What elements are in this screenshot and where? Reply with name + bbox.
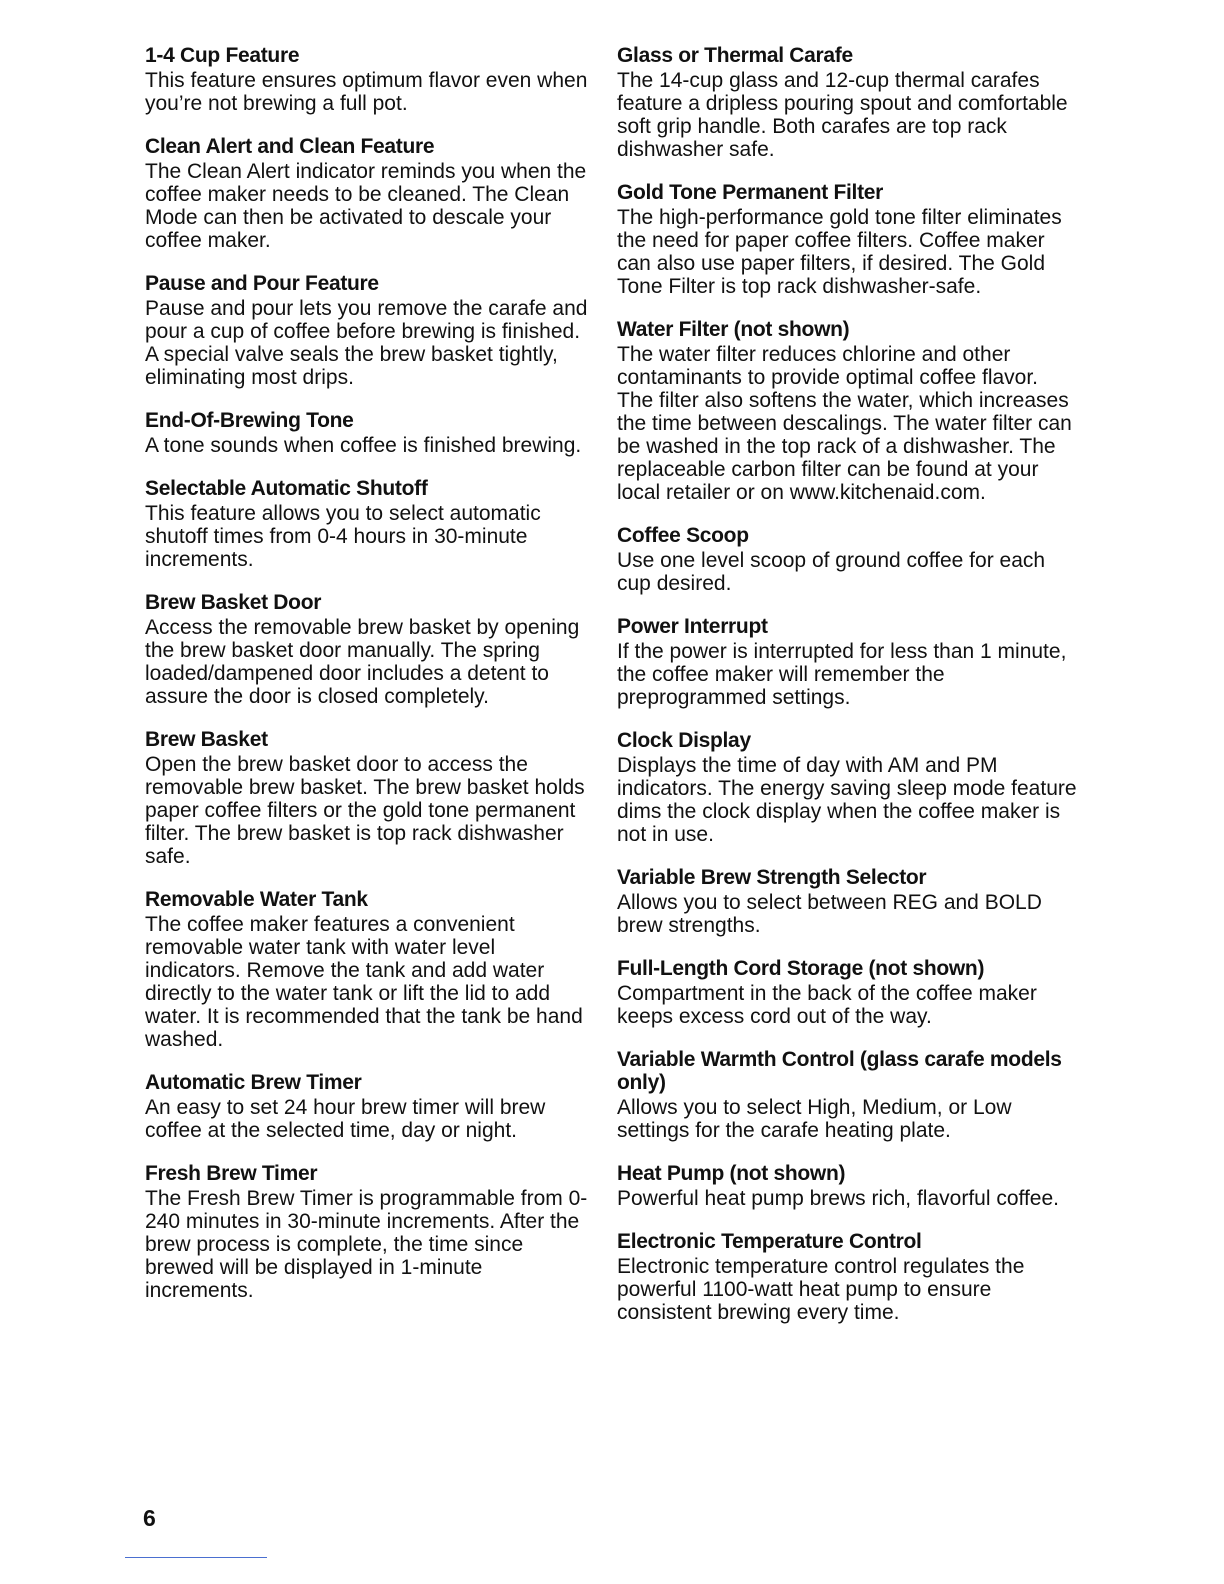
feature-title: Gold Tone Permanent Filter bbox=[617, 181, 884, 204]
feature-title: Water Filter (not shown) bbox=[617, 318, 850, 341]
feature-body: This feature ensures optimum flavor even when you’re not brewing a full pot. bbox=[145, 69, 588, 115]
feature-body: Open the brew basket door to access the removable brew basket. The brew basket holds paper coffee filters or the gold tone permanent filter. The brew basket is top rack dishwasher safe. bbox=[145, 753, 585, 868]
feature-fresh-brew-timer bbox=[145, 1162, 595, 1302]
feature-gold-tone-filter bbox=[617, 181, 1077, 298]
feature-title: Coffee Scoop bbox=[617, 524, 749, 547]
feature-1-4-cup bbox=[145, 44, 595, 115]
feature-title: Brew Basket Door bbox=[145, 591, 322, 614]
feature-pause-and-pour bbox=[145, 272, 595, 389]
left-column bbox=[145, 44, 595, 1322]
feature-body: This feature allows you to select automatic shutoff times from 0-4 hours in 30-minute increments. bbox=[145, 502, 541, 571]
page-number: 6 bbox=[143, 1505, 156, 1531]
feature-body: The Clean Alert indicator reminds you when the coffee maker needs to be cleaned. The Clean Mode can then be activated to descale your coffee maker. bbox=[145, 160, 587, 252]
feature-title: End-Of-Brewing Tone bbox=[145, 409, 354, 432]
feature-heat-pump bbox=[617, 1162, 1077, 1210]
feature-title: Variable Warmth Control (glass carafe models only) bbox=[617, 1048, 1062, 1094]
feature-clean-alert bbox=[145, 135, 595, 252]
feature-body: Compartment in the back of the coffee maker keeps excess cord out of the way. bbox=[617, 982, 1037, 1028]
feature-title: Clock Display bbox=[617, 729, 751, 752]
feature-title: Selectable Automatic Shutoff bbox=[145, 477, 428, 500]
feature-body: The 14-cup glass and 12-cup thermal carafes feature a dripless pouring spout and comfortable soft grip handle. Both carafes are top rack dishwasher safe. bbox=[617, 69, 1068, 161]
feature-body: The high-performance gold tone filter eliminates the need for paper coffee filters. Coffee maker can also use paper filters, if desired. The Gold Tone Filter is top rack dishwasher-safe. bbox=[617, 206, 1062, 298]
feature-brew-strength-selector bbox=[617, 866, 1077, 937]
feature-title: 1-4 Cup Feature bbox=[145, 44, 300, 67]
feature-clock-display bbox=[617, 729, 1077, 846]
feature-body: Powerful heat pump brews rich, flavorful coffee. bbox=[617, 1187, 1059, 1210]
feature-body: Allows you to select High, Medium, or Low settings for the carafe heating plate. bbox=[617, 1096, 1012, 1142]
feature-temperature-control bbox=[617, 1230, 1077, 1324]
feature-power-interrupt bbox=[617, 615, 1077, 709]
feature-title: Full-Length Cord Storage (not shown) bbox=[617, 957, 985, 980]
feature-coffee-scoop bbox=[617, 524, 1077, 595]
footer-rule bbox=[125, 1557, 267, 1558]
feature-title: Power Interrupt bbox=[617, 615, 768, 638]
feature-title: Fresh Brew Timer bbox=[145, 1162, 318, 1185]
feature-body: Access the removable brew basket by opening the brew basket door manually. The spring loaded/dampened door includes a detent to assure the door is closed completely. bbox=[145, 616, 580, 708]
feature-title: Electronic Temperature Control bbox=[617, 1230, 922, 1253]
feature-title: Pause and Pour Feature bbox=[145, 272, 379, 295]
feature-title: Heat Pump (not shown) bbox=[617, 1162, 846, 1185]
feature-brew-basket-door bbox=[145, 591, 595, 708]
feature-body: Use one level scoop of ground coffee for each cup desired. bbox=[617, 549, 1046, 595]
feature-body: Allows you to select between REG and BOLD brew strengths. bbox=[617, 891, 1042, 937]
feature-body: The coffee maker features a convenient removable water tank with water level indicators. Remove the tank and add water directly to the water tank or lift the lid to add water. It is recommended that the tank be hand washed. bbox=[145, 913, 583, 1051]
feature-automatic-shutoff bbox=[145, 477, 595, 571]
feature-title: Clean Alert and Clean Feature bbox=[145, 135, 435, 158]
feature-body: Pause and pour lets you remove the carafe and pour a cup of coffee before brewing is finished. A special valve seals the brew basket tightly, eliminating most drips. bbox=[145, 297, 588, 389]
feature-body: Electronic temperature control regulates the powerful 1100-watt heat pump to ensure consistent brewing every time. bbox=[617, 1255, 1025, 1324]
feature-removable-water-tank bbox=[145, 888, 595, 1051]
feature-title: Glass or Thermal Carafe bbox=[617, 44, 853, 67]
feature-body: The water filter reduces chlorine and other contaminants to provide optimal coffee flavor. The filter also softens the water, which increases the time between descalings. The water filter can be washed in the top rack of a dishwasher. The replaceable carbon filter can be found at your local retailer or on www.kitchenaid.com. bbox=[617, 343, 1072, 504]
feature-body: A tone sounds when coffee is finished brewing. bbox=[145, 434, 582, 457]
feature-body: The Fresh Brew Timer is programmable from 0-240 minutes in 30-minute increments. After the brew process is complete, the time since brewed will be displayed in 1-minute increments. bbox=[145, 1187, 588, 1302]
right-column bbox=[617, 44, 1077, 1344]
feature-title: Variable Brew Strength Selector bbox=[617, 866, 927, 889]
feature-title: Removable Water Tank bbox=[145, 888, 368, 911]
feature-end-of-brewing-tone bbox=[145, 409, 595, 457]
feature-title: Automatic Brew Timer bbox=[145, 1071, 362, 1094]
feature-body: Displays the time of day with AM and PM indicators. The energy saving sleep mode feature dims the clock display when the coffee maker is not in use. bbox=[617, 754, 1077, 846]
feature-automatic-brew-timer bbox=[145, 1071, 595, 1142]
feature-warmth-control bbox=[617, 1048, 1077, 1142]
feature-carafe bbox=[617, 44, 1077, 161]
feature-body: An easy to set 24 hour brew timer will brew coffee at the selected time, day or night. bbox=[145, 1096, 546, 1142]
feature-cord-storage bbox=[617, 957, 1077, 1028]
feature-water-filter bbox=[617, 318, 1077, 504]
feature-body: If the power is interrupted for less than 1 minute, the coffee maker will remember the preprogrammed settings. bbox=[617, 640, 1067, 709]
feature-brew-basket bbox=[145, 728, 595, 868]
feature-title: Brew Basket bbox=[145, 728, 268, 751]
